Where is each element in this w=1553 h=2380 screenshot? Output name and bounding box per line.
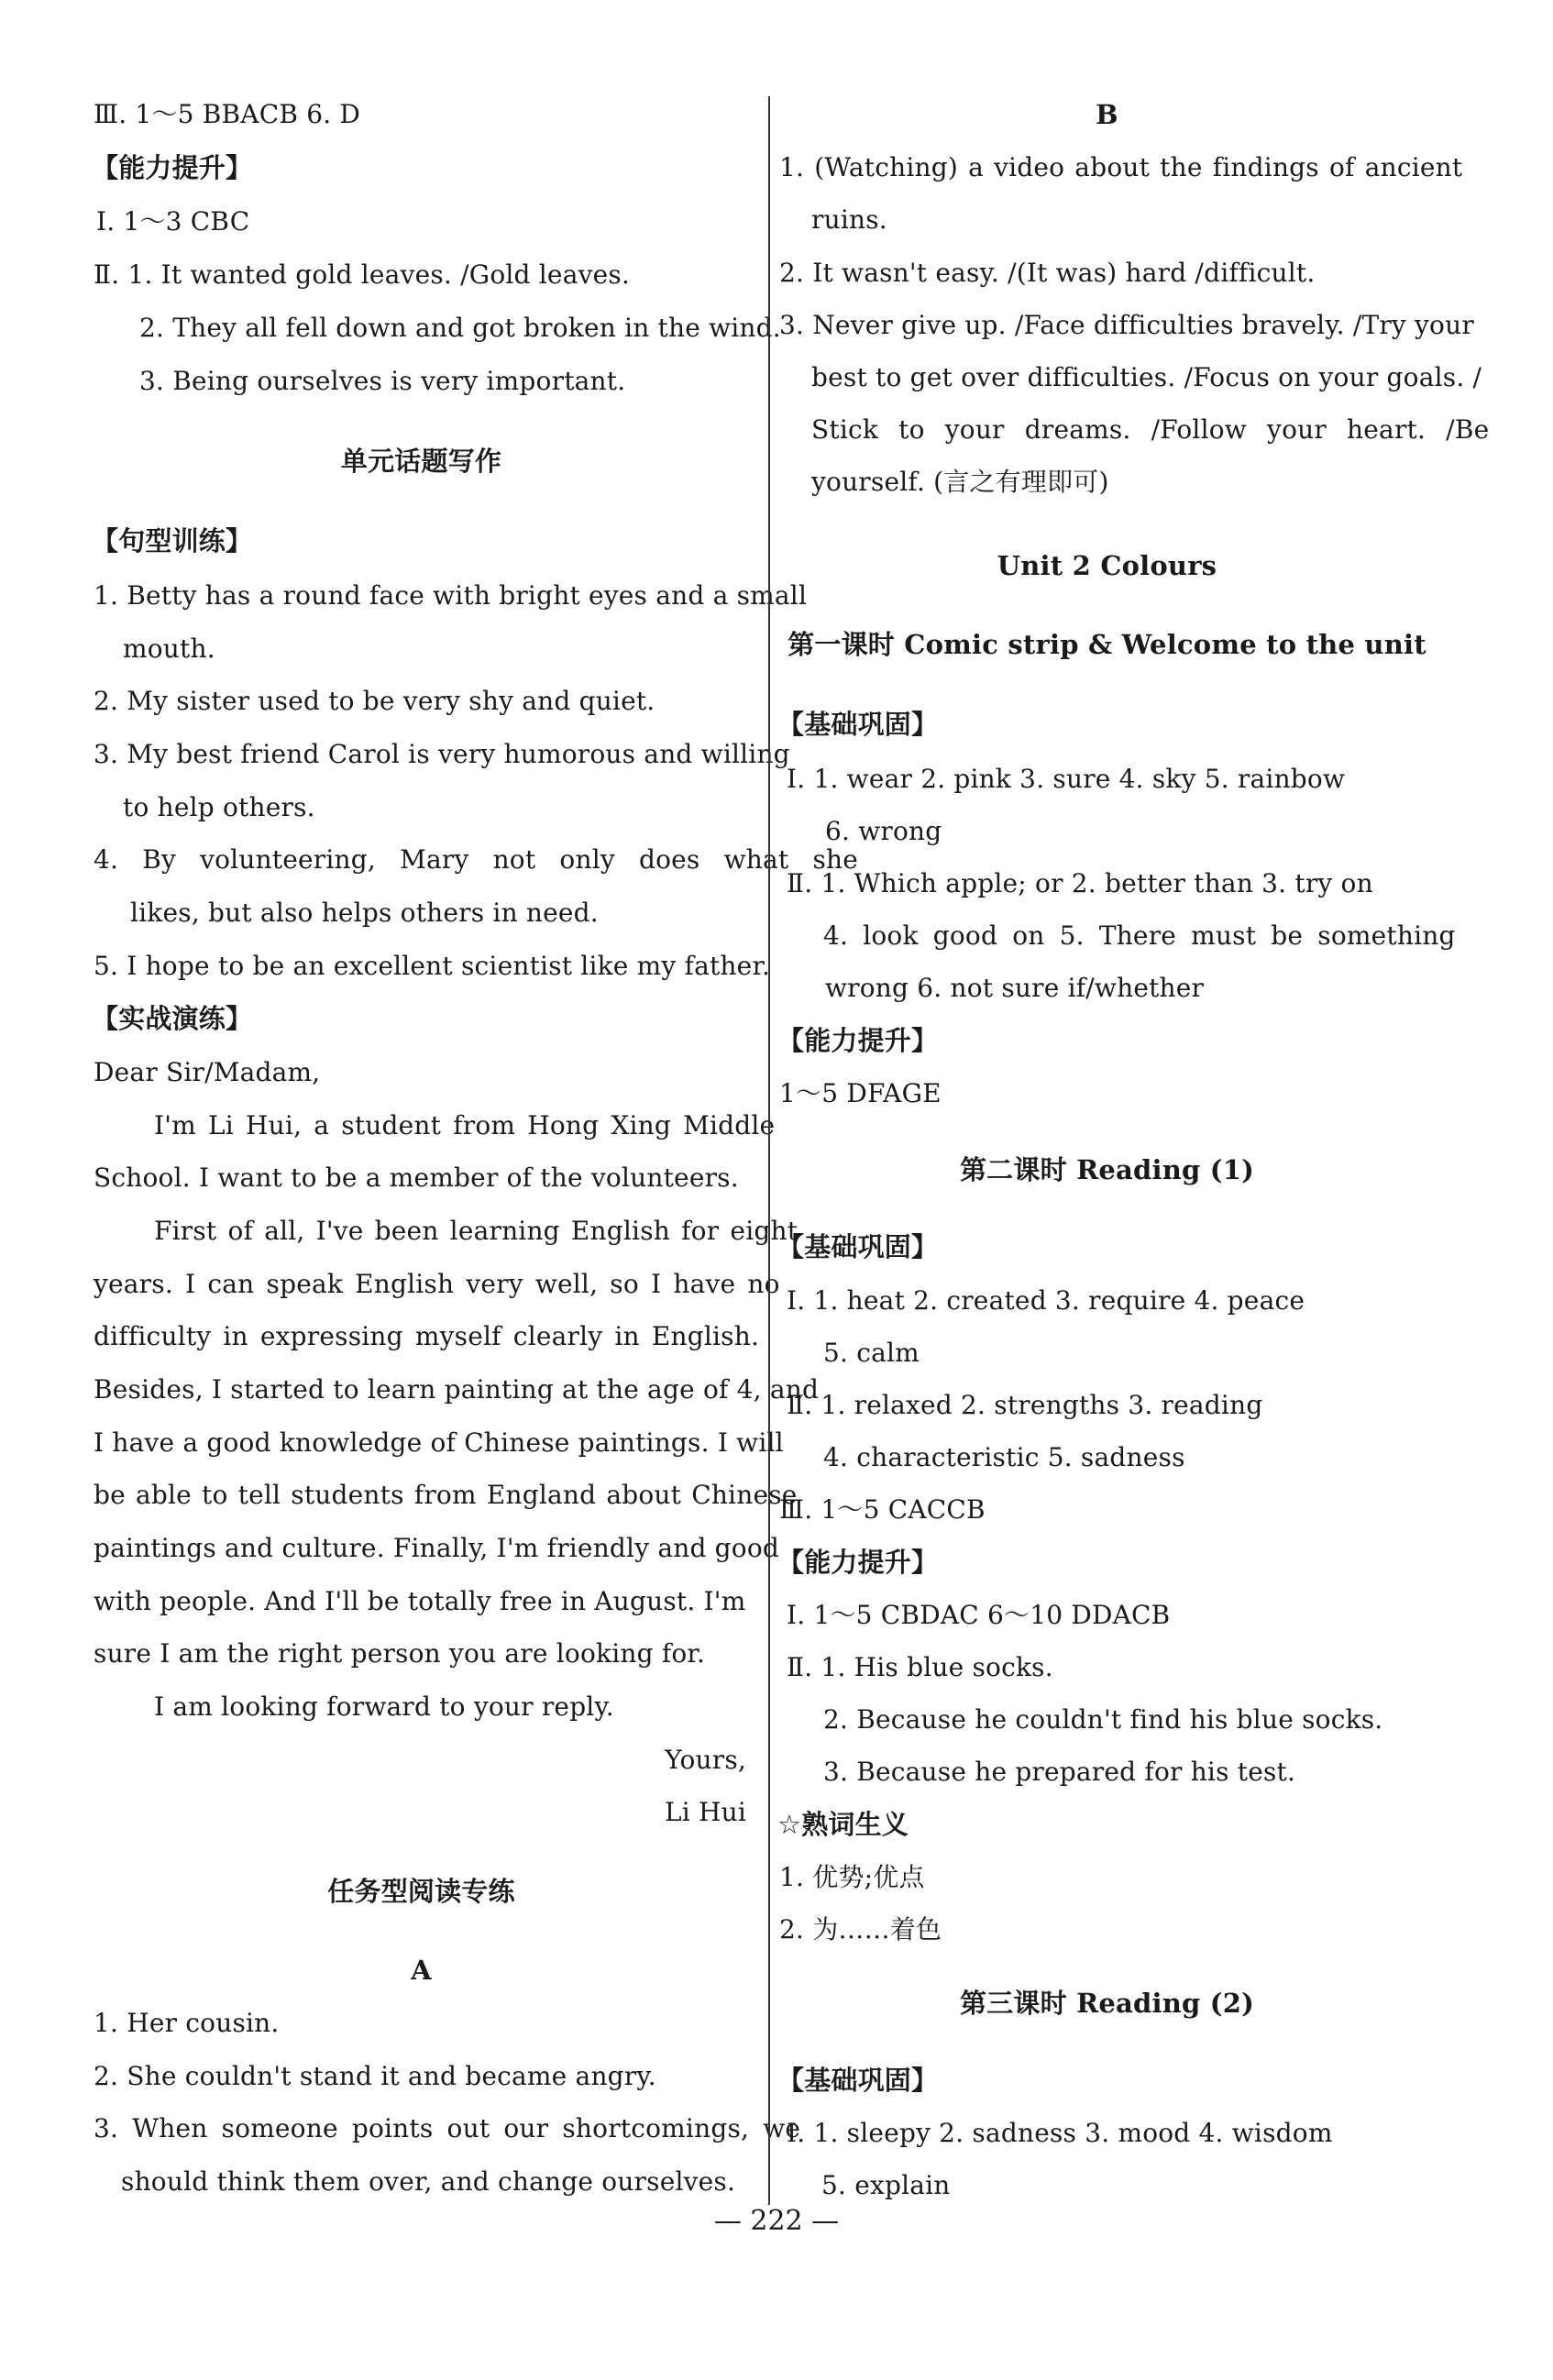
answer-line: 1. 优势;优点	[779, 1862, 925, 1892]
answer-line: yourself. (言之有理即可)	[811, 467, 1109, 497]
answer-line: 3. Being ourselves is very important.	[139, 366, 626, 396]
answer-line: best to get over difficulties. /Focus on your goals. /	[811, 362, 1482, 392]
answer-line: 6. wrong	[825, 816, 942, 846]
letter-line: School. I want to be a member of the volunteers.	[94, 1162, 739, 1193]
lesson-title: 第三课时 Reading (2)	[959, 1988, 1254, 2019]
answer-line: 4. characteristic 5. sadness	[823, 1442, 1185, 1472]
answer-line: should think them over, and change ourselves.	[121, 2166, 736, 2197]
letter-line: paintings and culture. Finally, I'm friendly and good	[94, 1533, 780, 1563]
answer-line: ruins.	[811, 204, 887, 235]
section-heading: 【实战演练】	[92, 1003, 253, 1034]
subsection-title: B	[1096, 99, 1118, 130]
answer-line: Ⅱ. 1. relaxed 2. strengths 3. reading	[787, 1390, 1263, 1420]
answer-line: Ⅰ. 1. heat 2. created 3. require 4. peace	[787, 1285, 1305, 1316]
answer-line: Ⅰ. 1～3 CBC	[96, 206, 250, 237]
letter-line: years. I can speak English very well, so I have no	[94, 1269, 780, 1299]
column-divider	[768, 96, 770, 2205]
section-heading: 【能力提升】	[777, 1025, 939, 1056]
answer-line: 3. Because he prepared for his test.	[823, 1757, 1296, 1787]
lesson-title: 第二课时 Reading (1)	[959, 1154, 1254, 1185]
letter-line: sure I am the right person you are looking for.	[94, 1638, 706, 1669]
letter-line: I have a good knowledge of Chinese paintings. I will	[94, 1427, 784, 1458]
answer-line: 3. Never give up. /Face difficulties bravely. /Try your	[779, 310, 1474, 340]
answer-line: Ⅲ. 1～5 CACCB	[779, 1494, 986, 1525]
letter-line: Besides, I started to learn painting at the age of 4, and	[94, 1374, 820, 1405]
answer-line: Ⅰ. 1. wear 2. pink 3. sure 4. sky 5. rainbow	[787, 764, 1346, 794]
page-number: — 222 —	[713, 2205, 840, 2237]
section-title: 任务型阅读专练	[327, 1876, 515, 1907]
answer-line: 2. Because he couldn't find his blue socks.	[823, 1704, 1383, 1735]
answer-line: 3. My best friend Carol is very humorous and willing	[94, 739, 790, 769]
letter-line: I am looking forward to your reply.	[154, 1691, 614, 1722]
answer-line: Ⅱ. 1. Which apple; or 2. better than 3. try on	[787, 868, 1373, 898]
answer-line: likes, but also helps others in need.	[130, 898, 599, 928]
answer-line: 2. My sister used to be very shy and quiet.	[94, 686, 655, 716]
letter-line: Dear Sir/Madam,	[94, 1057, 321, 1087]
answer-line: 5. I hope to be an excellent scientist like my father.	[94, 951, 771, 981]
answer-line: Ⅰ. 1～5 CBDAC 6～10 DDACB	[787, 1600, 1171, 1630]
letter-line: First of all, I've been learning English for eight	[154, 1216, 799, 1246]
section-heading: 【能力提升】	[92, 152, 253, 183]
letter-line: I'm Li Hui, a student from Hong Xing Middle	[154, 1110, 776, 1140]
section-heading: ☆熟词生义	[777, 1809, 909, 1840]
unit-title: Unit 2 Colours	[997, 550, 1217, 581]
letter-line: be able to tell students from England about Chinese	[94, 1480, 798, 1510]
answer-line: 1. Betty has a round face with bright eyes and a small	[94, 580, 808, 611]
answer-line: Ⅱ. 1. It wanted gold leaves. /Gold leaves.	[94, 259, 631, 290]
answer-line: wrong 6. not sure if/whether	[825, 973, 1205, 1003]
letter-signature: Li Hui	[664, 1797, 746, 1827]
answer-line: 1. (Watching) a video about the findings of ancient	[779, 152, 1463, 182]
answer-line: 1. Her cousin.	[94, 2008, 280, 2038]
section-heading: 【句型训练】	[92, 525, 253, 556]
answer-line: 1～5 DFAGE	[779, 1078, 942, 1108]
section-heading: 【基础巩固】	[777, 709, 939, 740]
section-heading: 【基础巩固】	[777, 2065, 939, 2096]
answer-line: 5. explain	[821, 2170, 951, 2200]
answer-line: to help others.	[123, 792, 315, 822]
answer-line: Stick to your dreams. /Follow your heart. /Be	[811, 414, 1490, 445]
answer-line: 2. She couldn't stand it and became angry.	[94, 2061, 656, 2091]
answer-line: 2. They all fell down and got broken in the wind.	[139, 313, 781, 343]
answer-line: 2. It wasn't easy. /(It was) hard /difficult.	[779, 258, 1316, 288]
section-title: 单元话题写作	[340, 446, 502, 477]
answer-line: mouth.	[123, 634, 215, 664]
answer-line: Ⅱ. 1. His blue socks.	[787, 1652, 1053, 1682]
letter-line: difficulty in expressing myself clearly in English.	[94, 1321, 760, 1351]
section-heading: 【基础巩固】	[777, 1231, 939, 1262]
answer-line: 5. calm	[823, 1338, 920, 1368]
answer-line: 2. 为……着色	[779, 1914, 942, 1945]
answer-line: 4. By volunteering, Mary not only does what she	[94, 844, 859, 875]
answer-line: 4. look good on 5. There must be something	[823, 920, 1456, 951]
answer-line: Ⅲ. 1～5 BBACB 6. D	[94, 99, 361, 129]
answer-line: 3. When someone points out our shortcomings, we	[94, 2113, 801, 2143]
letter-closing: Yours,	[665, 1745, 746, 1775]
lesson-title: 第一课时 Comic strip & Welcome to the unit	[788, 629, 1426, 660]
section-heading: 【能力提升】	[777, 1547, 939, 1578]
answer-line: Ⅰ. 1. sleepy 2. sadness 3. mood 4. wisdom	[787, 2118, 1333, 2148]
subsection-title: A	[411, 1955, 432, 1986]
letter-line: with people. And I'll be totally free in August. I'm	[94, 1586, 746, 1616]
